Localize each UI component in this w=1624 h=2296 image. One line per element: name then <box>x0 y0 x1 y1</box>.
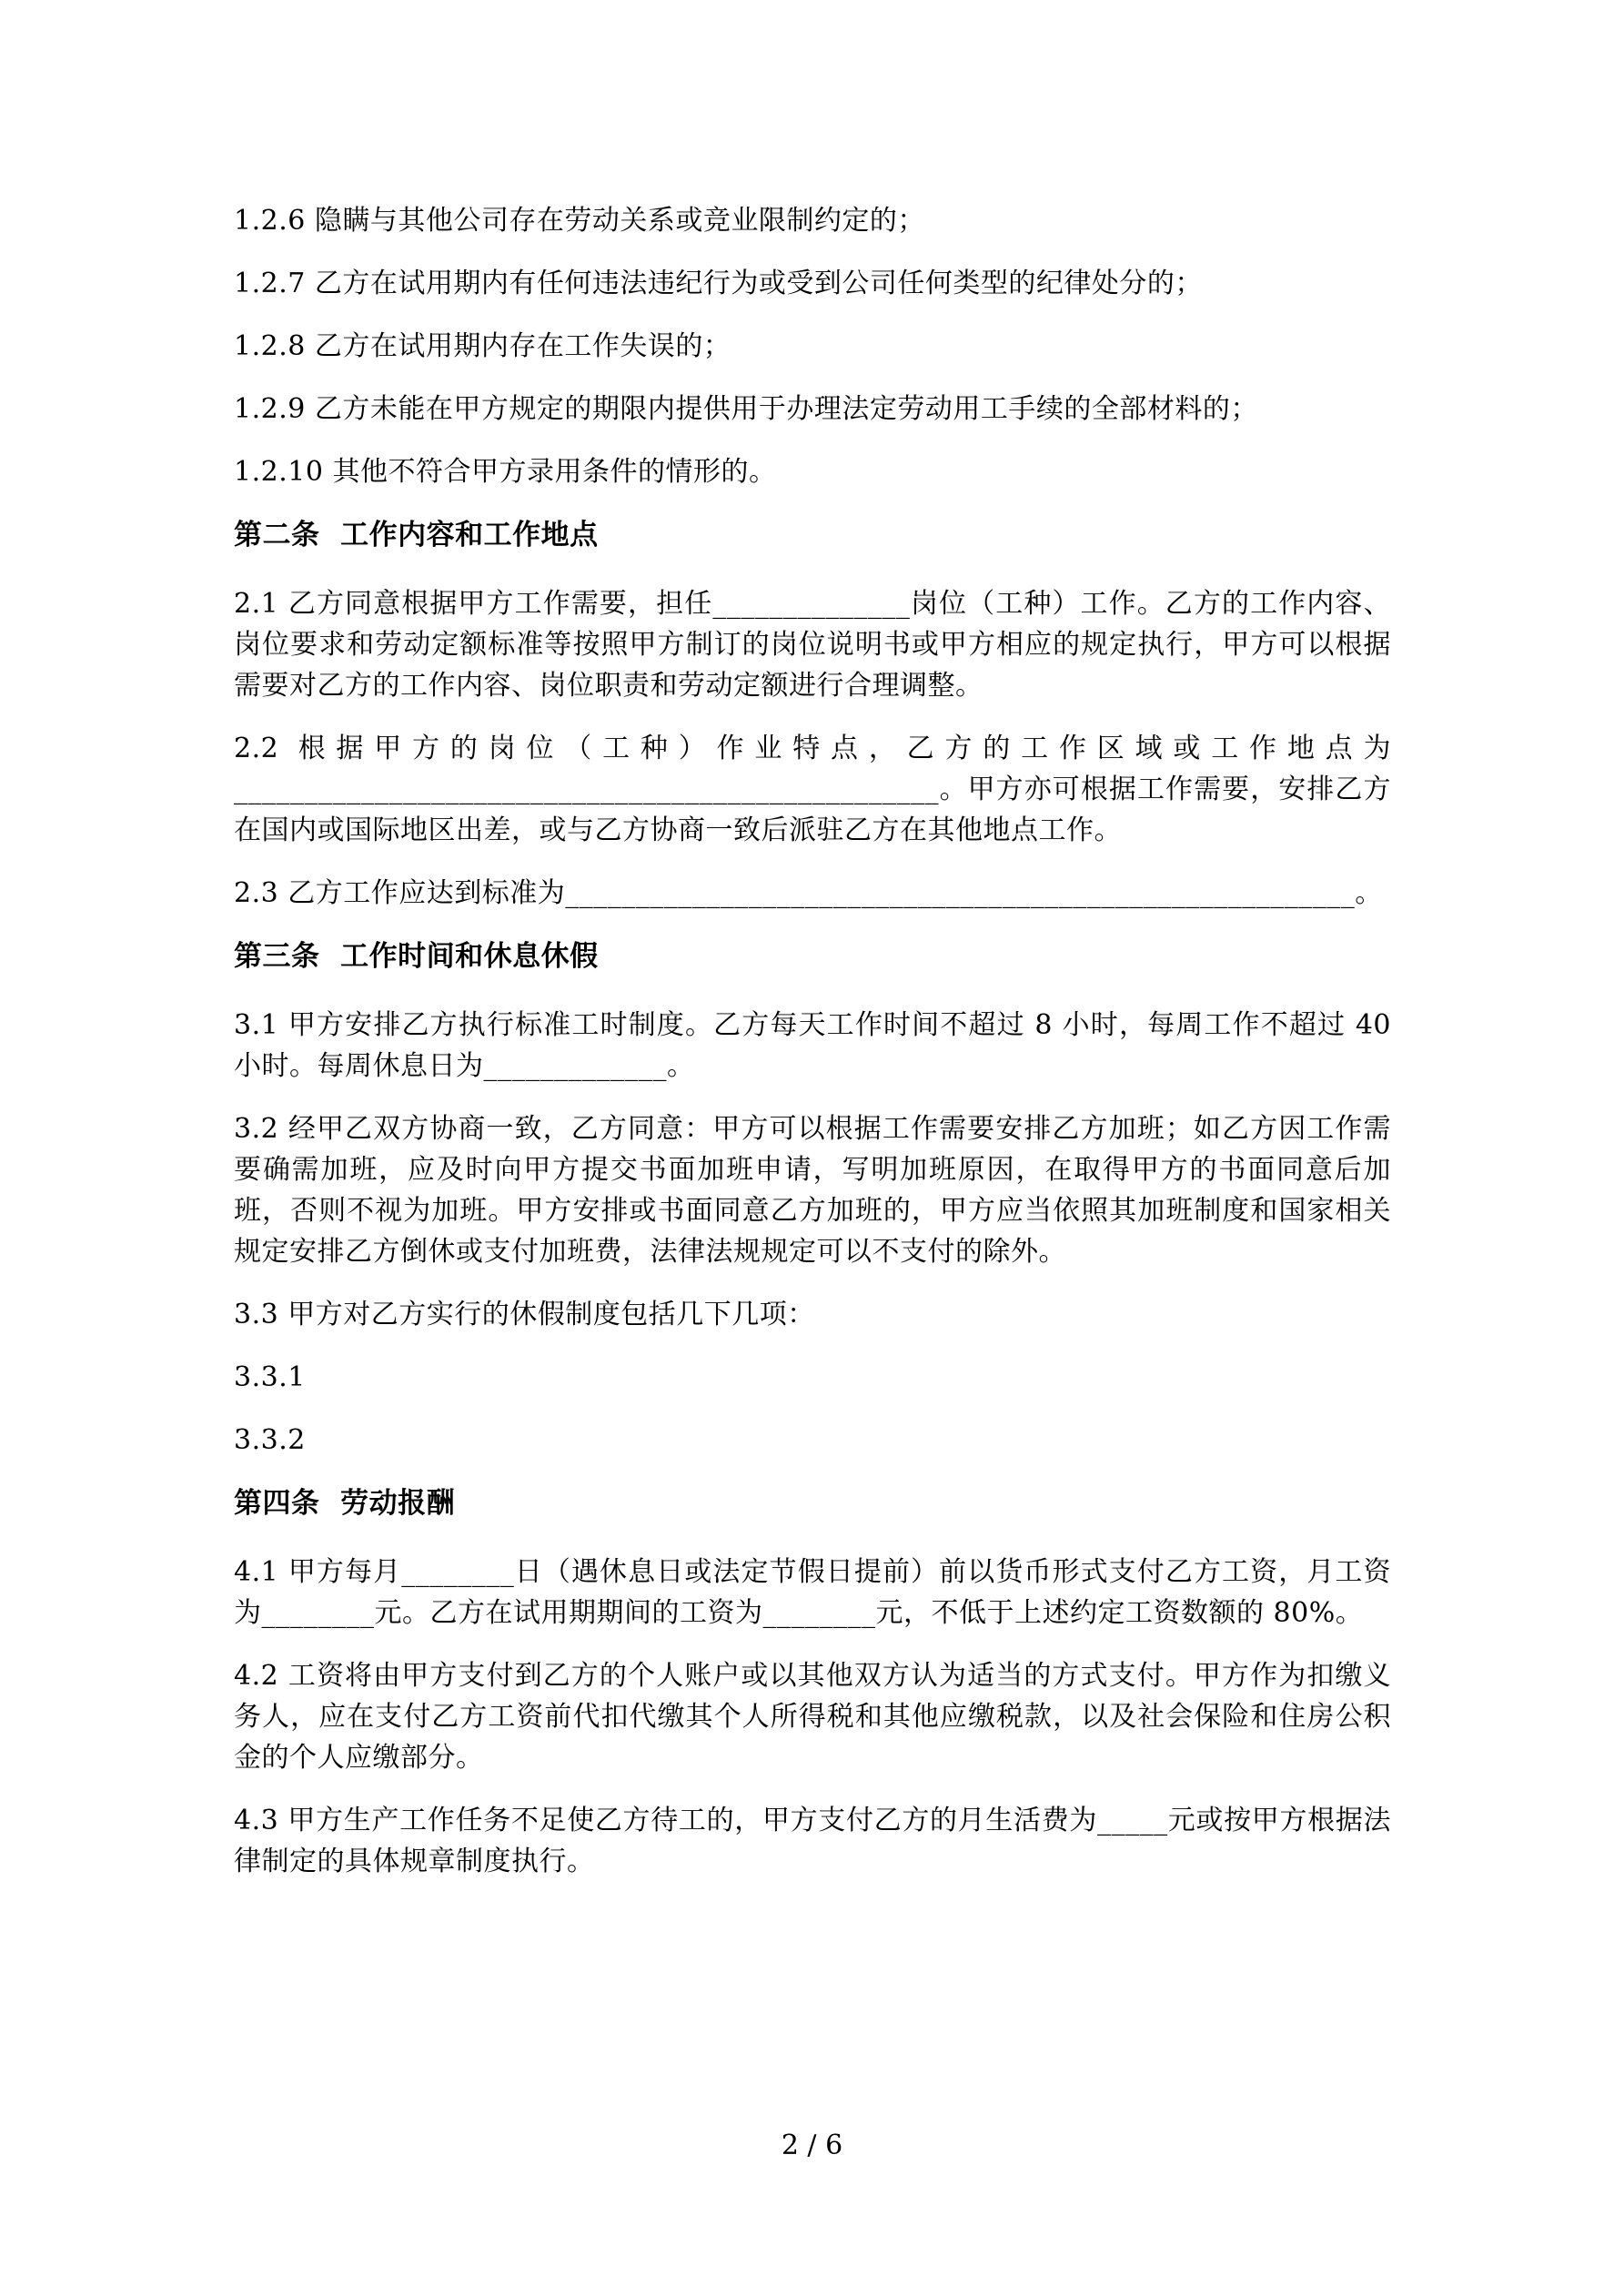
clause-1-2-10: 1.2.10 其他不符合甲方录用条件的情形的。 <box>234 456 777 488</box>
clause-3-1: 3.1 甲方安排乙方执行标准工时制度。乙方每天工作时间不超过 8 小时，每周工作不超过 40 小时。每周休息日为_____________。 <box>234 1009 1401 1082</box>
clause-2-2: 2.2 根据甲方的岗位（工种）作业特点，乙方的工作区域或工作地点为__________________________________________________。甲方亦可根据工作需要，安排乙方在国内或国际地区出差，或与乙方协商一致后派驻乙方在其他地点工作。 <box>234 733 1391 846</box>
clause-4-1: 4.1 甲方每月________日（遇休息日或法定节假日提前）前以货币形式支付乙方工资，月工资为________元。乙方在试用期期间的工资为________元，不低于上述约定工资数额的 80%。 <box>234 1556 1391 1629</box>
clause-1-2-7: 1.2.7 乙方在试用期内有任何违法违纪行为或受到公司任何类型的纪律处分的； <box>234 268 1203 299</box>
clause-4-2: 4.2 工资将由甲方支付到乙方的个人账户或以其他双方认为适当的方式支付。甲方作为扣缴义务人，应在支付乙方工资前代扣代缴其个人所得税和其他应缴税款，以及社会保险和住房公积金的个人应缴部分。 <box>234 1660 1391 1774</box>
clause-3-3-2: 3.3.2 <box>234 1424 306 1456</box>
clause-2-1: 2.1 乙方同意根据甲方工作需要，担任______________岗位（工种）工作。乙方的工作内容、岗位要求和劳动定额标准等按照甲方制订的岗位说明书或甲方相应的规定执行，甲方可以根据需要对乙方的工作内容、岗位职责和劳动定额进行合理调整。 <box>234 588 1391 702</box>
clause-4-3: 4.3 甲方生产工作任务不足使乙方待工的，甲方支付乙方的月生活费为_____元或按甲方根据法律制定的具体规章制度执行。 <box>234 1805 1391 1877</box>
article-2-heading: 第二条 工作内容和工作地点 <box>234 519 599 551</box>
article-4-heading: 第四条 劳动报酬 <box>234 1487 456 1520</box>
clause-3-3: 3.3 甲方对乙方实行的休假制度包括几下几项： <box>234 1299 815 1330</box>
clause-1-2-9: 1.2.9 乙方未能在甲方规定的期限内提供用于办理法定劳动用工手续的全部材料的； <box>234 393 1258 425</box>
contract-body <box>234 200 1401 1904</box>
clause-2-3: 2.3 乙方工作应达到标准为________________________________________________________。 <box>234 877 1383 909</box>
page-number: 2 / 6 <box>781 2129 843 2161</box>
clause-3-3-1: 3.3.1 <box>234 1361 306 1393</box>
clause-3-2: 3.2 经甲乙双方协商一致，乙方同意：甲方可以根据工作需要安排乙方加班；如乙方因工作需要确需加班，应及时向甲方提交书面加班申请，写明加班原因，在取得甲方的书面同意后加班，否则不视为加班。甲方安排或书面同意乙方加班的，甲方应当依照其加班制度和国家相关规定安排乙方倒休或支付加班费，法律法规规定可以不支付的除外。 <box>234 1113 1391 1268</box>
article-3-heading: 第三条 工作时间和休息休假 <box>234 940 599 973</box>
clause-1-2-8: 1.2.8 乙方在试用期内存在工作失误的； <box>234 330 731 362</box>
clause-1-2-6: 1.2.6 隐瞒与其他公司存在劳动关系或竞业限制约定的； <box>234 205 925 237</box>
